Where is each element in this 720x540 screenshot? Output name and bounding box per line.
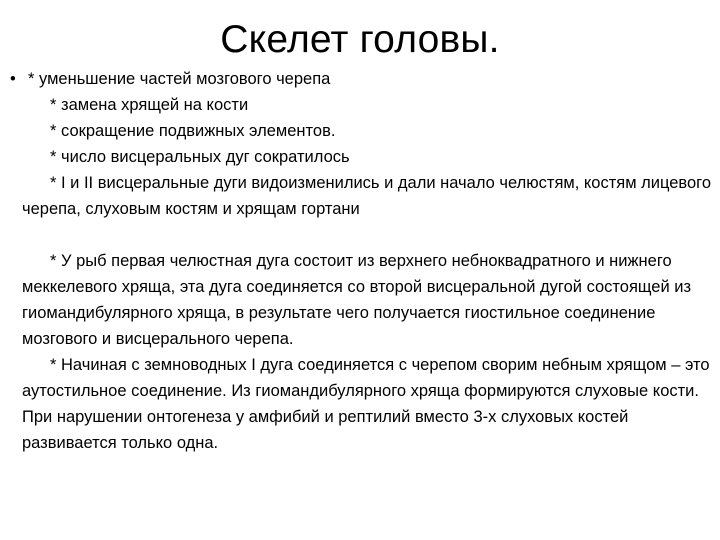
- bullet-marker: •: [10, 70, 16, 88]
- text-paragraph-amphibians: * Начиная с земноводных I дуга соединяется с черепом сворим небным хрящом – это аутостильное соединение. Из гиомандибулярного хряща формируются слуховые кости. При нарушении онтогенеза у амфибий и рептилий вместо 3-х слуховых костей развивается только одна.: [22, 356, 710, 452]
- bullet-text: * уменьшение частей мозгового черепа: [28, 70, 331, 88]
- slide-content: [10, 66, 712, 456]
- blank-line: [10, 222, 712, 248]
- text-paragraph-jaws: * I и II висцеральные дуги видоизменились и дали начало челюстям, костям лицевого черепа, слуховым костям и хрящам гортани: [22, 174, 712, 218]
- slide-title: Скелет головы.: [220, 18, 500, 61]
- text-line-3: * число висцеральных дуг сократилось: [50, 148, 350, 166]
- text-paragraph-fish: * У рыб первая челюстная дуга состоит из верхнего небноквадратного и нижнего меккелевого хряща, эта дуга соединяется со второй висцеральной дугой состоящей из гиомандибулярного хряща, в результате чего получается гиостильное соединение мозгового и висцерального черепа.: [22, 252, 692, 348]
- bullet-item: [10, 66, 712, 92]
- text-line-2: * сокращение подвижных элементов.: [50, 122, 336, 140]
- text-line-1: * замена хрящей на кости: [50, 96, 249, 114]
